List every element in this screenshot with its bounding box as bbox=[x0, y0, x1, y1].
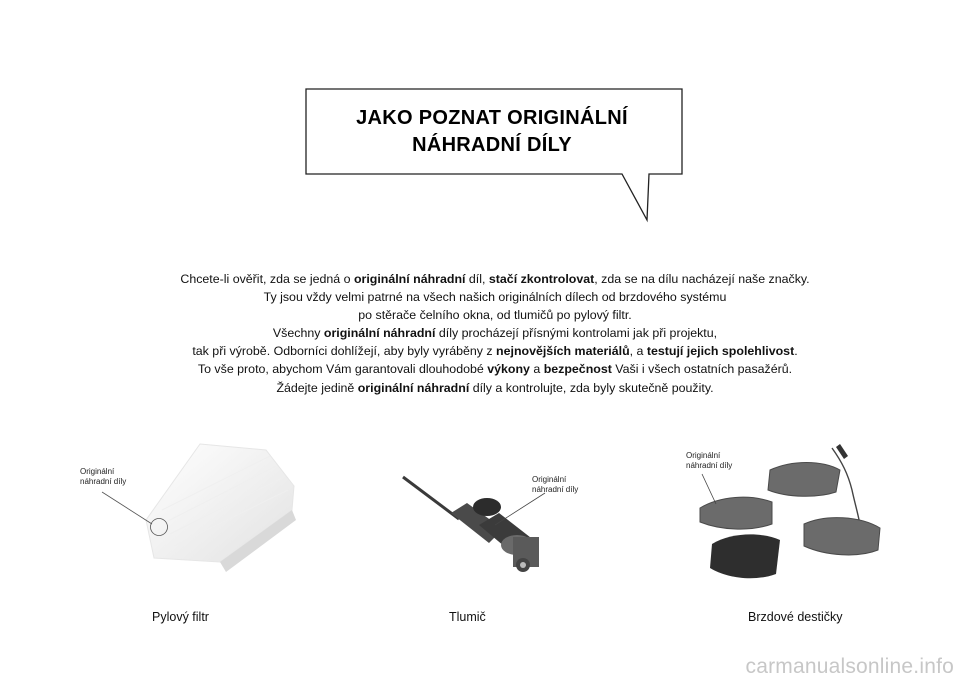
intro-paragraph bbox=[100, 270, 890, 397]
intro-line-2: Ty jsou vždy velmi patrné na všech našich originálních dílech od brzdového systému bbox=[263, 290, 727, 305]
pads-callout-note: Originální náhradní díly bbox=[686, 451, 733, 470]
filter-callout-note: Originální náhradní díly bbox=[80, 467, 127, 486]
page-title-line-2: NÁHRADNÍ DÍLY bbox=[412, 134, 572, 156]
intro-line-3: po stěrače čelního okna, od tlumičů po pylový filtr. bbox=[358, 308, 632, 323]
caption-shock-absorber: Tlumič bbox=[449, 610, 486, 624]
caption-cabin-filter: Pylový filtr bbox=[152, 610, 209, 624]
cabin-filter-icon bbox=[70, 440, 330, 600]
caption-brake-pads: Brzdové destičky bbox=[748, 610, 843, 624]
figure-cabin-filter bbox=[70, 440, 330, 600]
intro-line-7: Žádejte jedině originální náhradní díly a kontrolujte, zda byly skutečně použity. bbox=[276, 380, 714, 395]
watermark: carmanualsonline.info bbox=[745, 655, 954, 678]
page-title-line-1: JAKO POZNAT ORIGINÁLNÍ bbox=[356, 107, 628, 129]
shock-callout-note: Originální náhradní díly bbox=[532, 475, 579, 494]
intro-line-1: Chcete-li ověřit, zda se jedná o originální náhradní díl, stačí zkontrolovat, zda se na dílu nacházejí naše značky. bbox=[180, 272, 810, 286]
shock-absorber-icon bbox=[395, 465, 625, 585]
title-callout bbox=[305, 88, 685, 223]
figure-shock-absorber bbox=[395, 465, 625, 585]
intro-line-4: Všechny originální náhradní díly procházejí přísnými kontrolami jak při projektu, bbox=[272, 326, 718, 341]
intro-line-6: To vše proto, abychom Vám garantovali dlouhodobé výkony a bezpečnost Vaši i všech ostatních pasažérů. bbox=[197, 362, 793, 377]
page-title bbox=[305, 105, 679, 159]
intro-line-5: tak při výrobě. Odborníci dohlížejí, aby byly vyráběny z nejnovějších materiálů, a testují jejich spolehlivost. bbox=[192, 344, 798, 359]
figure-brake-pads bbox=[680, 440, 890, 600]
